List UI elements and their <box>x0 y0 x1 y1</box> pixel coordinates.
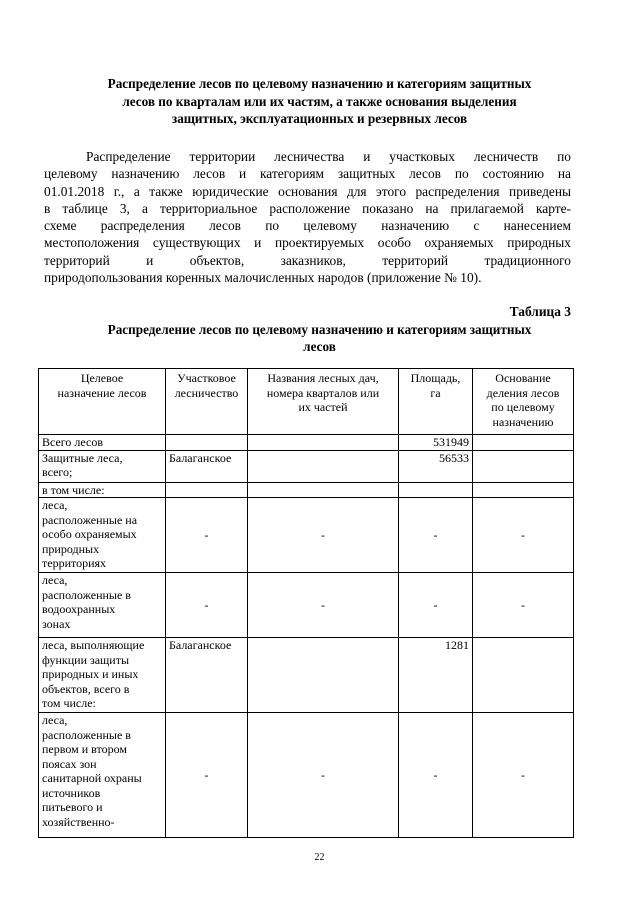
paragraph-line: 01.01.2018 г., а также юридические основания для этого распределения приведены <box>44 183 571 199</box>
paragraph-line: в таблице 3, а территориальное расположение показано на прилагаемой карте- <box>44 200 571 216</box>
cell-area: 56533 <box>399 450 473 482</box>
table-title <box>50 321 589 355</box>
cell-forestry: - <box>166 498 248 573</box>
section-heading <box>50 75 589 128</box>
cell-purpose: леса, расположенные на особо охраняемых природных территориях <box>39 498 166 573</box>
table-header-row <box>39 369 574 435</box>
table-row <box>39 435 574 451</box>
cell-dachas <box>248 482 399 498</box>
heading-line: Распределение лесов по целевому назначению и категориям защитных <box>107 76 532 91</box>
cell-purpose: Защитные леса, всего; <box>39 450 166 482</box>
cell-dachas: - <box>248 498 399 573</box>
cell-basis: - <box>473 713 574 838</box>
table-title-line: лесов <box>303 339 336 354</box>
table-row <box>39 638 574 713</box>
paragraph-line: местоположения существующих и проектируемых особо охраняемых природных <box>44 235 571 251</box>
cell-basis <box>473 450 574 482</box>
cell-area: - <box>399 573 473 638</box>
cell-area: - <box>399 713 473 838</box>
cell-dachas: - <box>248 713 399 838</box>
header-area: Площадь, га <box>399 369 473 435</box>
cell-purpose: леса, выполняющие функции защиты природных и иных объектов, всего в том числе: <box>39 638 166 713</box>
cell-purpose: леса, расположенные в первом и втором поясах зон санитарной охраны источников питьевого и хозяйственно- <box>39 713 166 838</box>
table-row <box>39 713 574 838</box>
heading-line: лесов по кварталам или их частям, а также основания выделения <box>122 93 517 109</box>
header-dachas: Названия лесных дач, номера кварталов или их частей <box>248 369 399 435</box>
cell-forestry: Балаганское <box>166 450 248 482</box>
table-row <box>39 573 574 638</box>
paragraph-line: природопользования коренных малочисленных народов (приложение № 10). <box>44 270 482 286</box>
cell-purpose: Всего лесов <box>39 435 166 451</box>
cell-area <box>399 482 473 498</box>
table-row <box>39 482 574 498</box>
paragraph-line: Распределение территории лесничества и участковых лесничеств по <box>86 149 571 164</box>
body-paragraph <box>44 148 571 286</box>
cell-forestry: - <box>166 713 248 838</box>
table-title-line: Распределение лесов по целевому назначению и категориям защитных <box>107 322 532 337</box>
cell-dachas: - <box>248 573 399 638</box>
cell-basis <box>473 482 574 498</box>
paragraph-line: целевому назначению лесов и категориям защитных лесов по состоянию на <box>44 166 571 182</box>
forest-distribution-table <box>38 368 574 838</box>
header-forestry: Участковое лесничество <box>166 369 248 435</box>
cell-forestry <box>166 435 248 451</box>
heading-line: защитных, эксплуатационных и резервных лесов <box>171 111 468 126</box>
cell-basis <box>473 435 574 451</box>
header-purpose: Целевое назначение лесов <box>39 369 166 435</box>
cell-dachas <box>248 435 399 451</box>
cell-forestry: Балаганское <box>166 638 248 713</box>
header-basis: Основание деления лесов по целевому назначению <box>473 369 574 435</box>
cell-basis: - <box>473 498 574 573</box>
cell-forestry <box>166 482 248 498</box>
cell-basis <box>473 638 574 713</box>
cell-purpose: леса, расположенные в водоохранных зонах <box>39 573 166 638</box>
table-row <box>39 450 574 482</box>
cell-purpose: в том числе: <box>39 482 166 498</box>
cell-area: 1281 <box>399 638 473 713</box>
table-label: Таблица 3 <box>509 304 571 319</box>
paragraph-line: территорий и объектов, заказников, территорий традиционного <box>44 252 571 268</box>
cell-basis: - <box>473 573 574 638</box>
cell-area: 531949 <box>399 435 473 451</box>
cell-dachas <box>248 450 399 482</box>
page-number: 22 <box>314 852 325 863</box>
paragraph-line: схеме распределения лесов по целевому назначению с нанесением <box>44 218 571 234</box>
cell-forestry: - <box>166 573 248 638</box>
cell-dachas <box>248 638 399 713</box>
table-row <box>39 498 574 573</box>
cell-area: - <box>399 498 473 573</box>
